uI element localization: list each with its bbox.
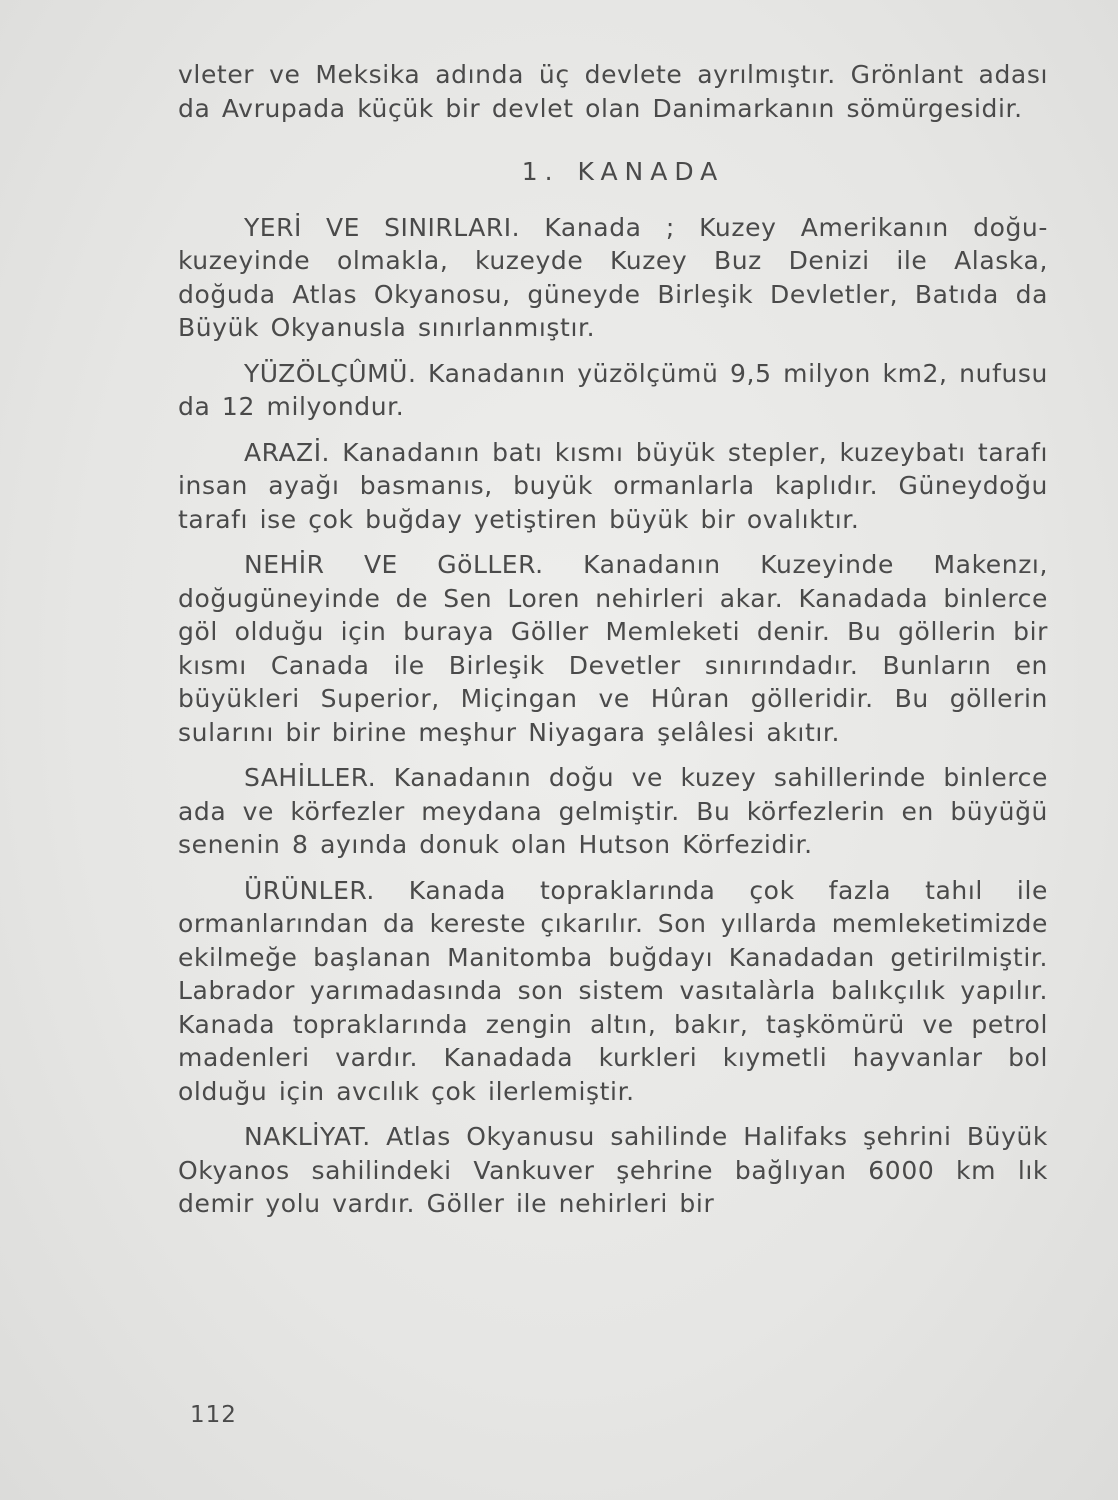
section-coasts — [178, 761, 1048, 862]
section-text: Kanadanın Kuzeyinde Makenzı, doğugüneyinde de Sen Loren nehirleri akar. Kanadada binlerce göl olduğu için buraya Göller Memleketi denir. Bu göllerin bir kısmı Canada ile Birleşik Devetler sınırındadır. Bunların en büyükleri Superior, Miçingan ve Hûran gölleridir. Bu göllerin sularını bir birine meşhur Niyagara şelâlesi akıtır. — [178, 550, 1049, 747]
section-label: SAHİLLER. — [244, 763, 377, 792]
text-column — [178, 58, 1048, 1221]
chapter-heading: 1. KANADA — [521, 157, 725, 186]
intro-paragraph: vleter ve Meksika adında üç devlete ayrılmıştır. Grönlant adası da Avrupada küçük bir devlet olan Danimarkanın sömürgesidir. — [178, 60, 1048, 123]
section-text: Atlas Okyanusu sahilinde Halifaks şehrini Büyük Okyanos sahilindeki Vankuver şehrine bağlıyan 6000 km lık demir yolu vardır. Göller ile nehirleri bir — [178, 1122, 1048, 1218]
section-text: Kanadanın doğu ve kuzey sahillerinde binlerce ada ve körfezler meydana gelmiştir. Bu körfezlerin en büyüğü senenin 8 ayında donuk olan Hutson Körfezidir. — [178, 763, 1048, 859]
section-label: YÜZÖLÇÛMÜ. — [244, 358, 417, 388]
section-text: Kanada topraklarında çok fazla tahıl ile ormanlarından da kereste çıkarılır. Son yıllarda memleketimizde ekilmeğe başlanan Manitomba buğdayı Kanadadan getirilmiştir. Labrador yarımadasında son sistem vasıtalàrla balıkçılık yapılır. Kanada topraklarında zengin altın, bakır, taşkömürü ve petrol madenleri vardır. Kanadada kurkleri kıymetli hayvanlar bol olduğu için avcılık çok ilerlemiştir. — [178, 875, 1048, 1106]
section-label: NAKLİYAT. — [244, 1122, 371, 1151]
section-text: Kanadanın batı kısmı büyük stepler, kuzeybatı tarafı insan ayağı basmanıs, buyük ormanlarla kaplıdır. Güneydoğu tarafı ise çok buğday yetiştiren büyük bir ovalıktır. — [178, 437, 1049, 534]
section-rivers-lakes — [178, 548, 1048, 749]
section-label: ARAZİ. — [244, 437, 331, 467]
page-number: 112 — [190, 1402, 237, 1428]
section-label: ÜRÜNLER. — [244, 875, 375, 905]
section-label: NEHİR VE GöLLER. — [244, 550, 544, 579]
section-text: Kanada ; Kuzey Amerikanın doğu-kuzeyinde olmakla, kuzeyde Kuzey Buz Denizi ile Alaska, doğuda Atlas Okyanosu, güneyde Birleşik Devletler, Batıda da Büyük Okyanusla sınırlanmıştır. — [178, 212, 1048, 342]
section-products — [178, 874, 1048, 1109]
section-text: Kanadanın yüzölçümü 9,5 milyon km2, nufusu da 12 milyondur. — [178, 358, 1048, 421]
section-location — [178, 211, 1048, 345]
section-transport — [178, 1120, 1048, 1221]
section-terrain — [178, 436, 1048, 537]
section-area — [178, 357, 1048, 424]
section-label: YERİ VE SINIRLARI. — [244, 212, 521, 242]
